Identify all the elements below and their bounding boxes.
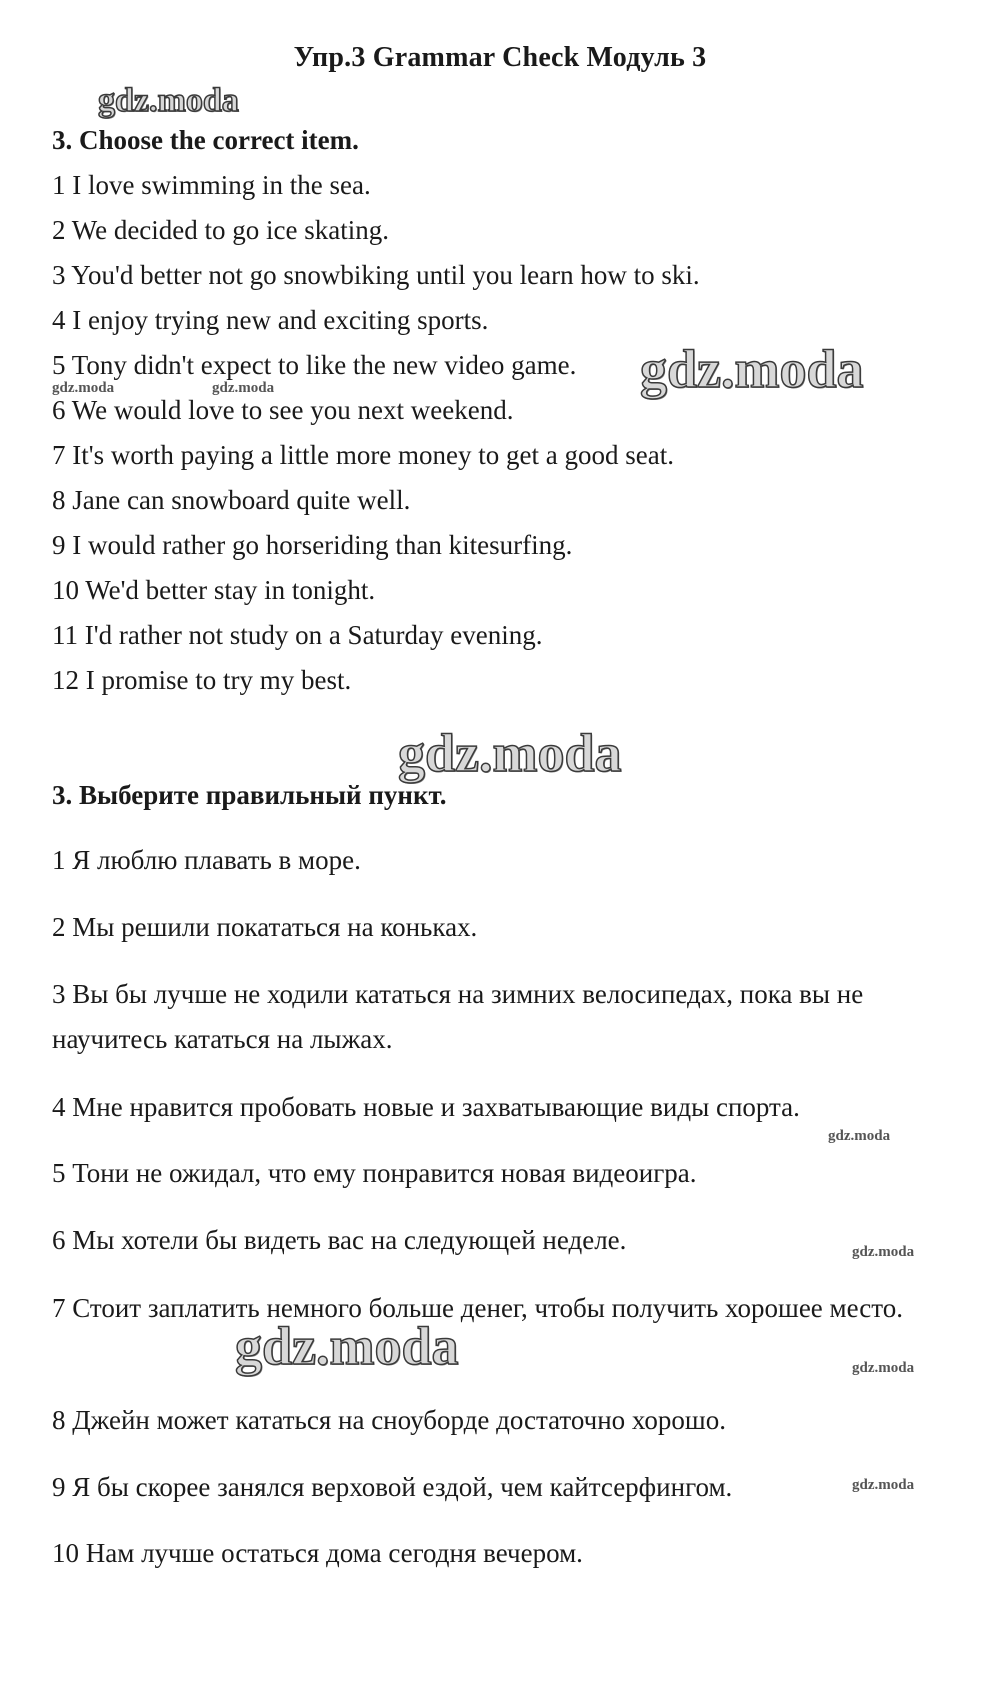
english-item: 3 You'd better not go snowbiking until you learn how to ski. [52, 260, 700, 290]
russian-item: 2 Мы решили покататься на коньках. [52, 912, 478, 942]
english-item: 6 We would love to see you next weekend. [52, 395, 514, 425]
russian-heading: 3. Выберите правильный пункт. [52, 780, 447, 810]
english-item: 1 I love swimming in the sea. [52, 170, 371, 200]
russian-item: 9 Я бы скорее занялся верховой ездой, чем кайтсерфингом. [52, 1472, 733, 1502]
english-heading: 3. Choose the correct item. [52, 125, 359, 155]
watermark: gdz.moda [235, 1316, 459, 1376]
english-item: 4 I enjoy trying new and exciting sports. [52, 305, 489, 335]
watermark: gdz.moda [640, 339, 864, 399]
english-item: 8 Jane can snowboard quite well. [52, 485, 411, 515]
russian-item: 3 Вы бы лучше не ходили кататься на зимних велосипедах, пока вы не научитесь кататься на лыжах. [52, 979, 864, 1054]
english-item: 11 I'd rather not study on a Saturday evening. [52, 620, 543, 650]
english-item: 5 Tony didn't expect to like the new video game. [52, 350, 577, 380]
english-item: 2 We decided to go ice skating. [52, 215, 389, 245]
russian-item: 1 Я люблю плавать в море. [52, 845, 361, 875]
watermark: gdz.moda [852, 1360, 915, 1376]
russian-item: 10 Нам лучше остаться дома сегодня вечером. [52, 1538, 583, 1568]
russian-item: 7 Стоит заплатить немного больше денег, чтобы получить хорошее место. [52, 1293, 903, 1323]
english-item: 12 I promise to try my best. [52, 665, 352, 695]
english-item: 7 It's worth paying a little more money to get a good seat. [52, 440, 674, 470]
page-title: Упр.3 Grammar Check Модуль 3 [293, 42, 707, 73]
russian-item: 6 Мы хотели бы видеть вас на следующей неделе. [52, 1225, 627, 1255]
watermark: gdz.moda [52, 380, 115, 396]
watermark: gdz.moda [852, 1477, 915, 1493]
watermark: gdz.moda [828, 1128, 891, 1144]
russian-item: 8 Джейн может кататься на сноуборде достаточно хорошо. [52, 1405, 726, 1435]
russian-item: 4 Мне нравится пробовать новые и захватывающие виды спорта. [52, 1092, 800, 1122]
watermark: gdz.moda [852, 1244, 915, 1260]
english-item: 10 We'd better stay in tonight. [52, 575, 376, 605]
watermark: gdz.moda [98, 82, 239, 119]
watermark: gdz.moda [398, 723, 622, 783]
russian-item: 5 Тони не ожидал, что ему понравится новая видеоигра. [52, 1158, 697, 1188]
watermark: gdz.moda [212, 380, 275, 396]
english-item: 9 I would rather go horseriding than kitesurfing. [52, 530, 573, 560]
